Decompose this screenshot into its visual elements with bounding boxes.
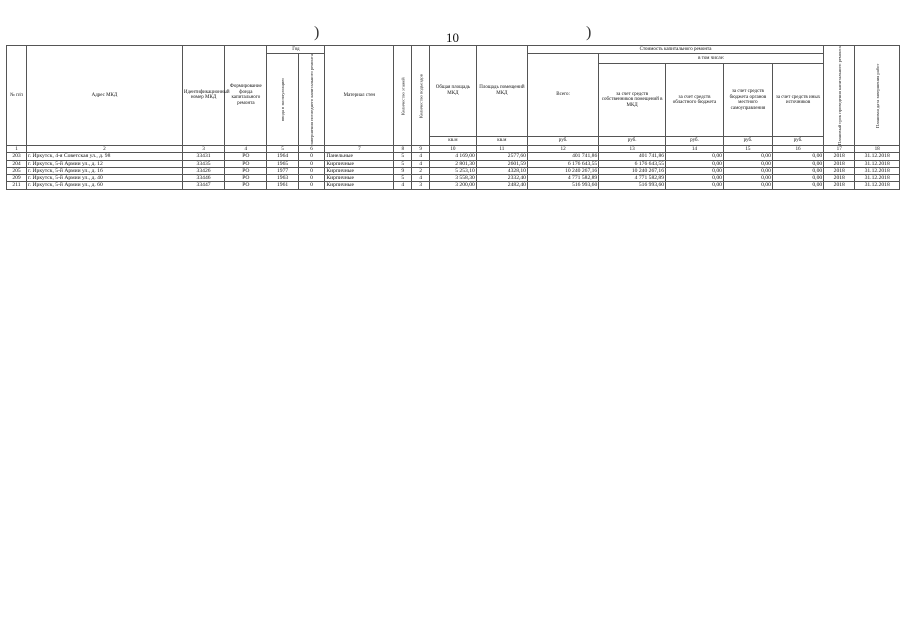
table-row xyxy=(7,182,900,189)
table-cell: 1963 xyxy=(267,175,298,182)
table-cell: 3 558,30 xyxy=(430,175,477,182)
table-cell: 0,00 xyxy=(666,160,724,167)
table-cell: 0,00 xyxy=(772,175,823,182)
table-row xyxy=(7,160,900,167)
table-cell: 0,00 xyxy=(772,160,823,167)
column-number: 13 xyxy=(599,145,666,152)
header-year-last: завершения последнего капитального ремонта xyxy=(298,54,325,146)
table-cell: 0,00 xyxy=(723,175,772,182)
column-number: 3 xyxy=(182,145,224,152)
table-cell: 0 xyxy=(298,167,325,174)
table-cell: 31.12.2018 xyxy=(855,175,900,182)
table-cell: 3 200,00 xyxy=(430,182,477,189)
table-cell: 33446 xyxy=(182,175,224,182)
table-cell: 1964 xyxy=(267,153,298,160)
left-bracket: ) xyxy=(314,24,320,41)
column-number-row xyxy=(7,145,900,152)
table-cell: 0 xyxy=(298,175,325,182)
table-cell: 6 176 643,55 xyxy=(599,160,666,167)
table-cell: 5 xyxy=(394,153,412,160)
table-cell: 0 xyxy=(298,182,325,189)
table-cell: 0 xyxy=(298,160,325,167)
table-cell: 2 xyxy=(412,167,430,174)
table-cell: 5 xyxy=(394,160,412,167)
table-cell: 4 169,00 xyxy=(430,153,477,160)
table-cell: г. Иркутск, 5-й Армии ул., д. 40 xyxy=(27,175,183,182)
table-cell: 4 771 582,89 xyxy=(599,175,666,182)
table-cell: 0,00 xyxy=(772,167,823,174)
table-cell: 209 xyxy=(7,175,27,182)
table-cell: 2482,40 xyxy=(476,182,527,189)
table-cell: 1965 xyxy=(267,160,298,167)
column-number: 2 xyxy=(27,145,183,152)
table-row xyxy=(7,153,900,160)
header-regional: за счет средств областного бюджета xyxy=(666,64,724,137)
table-cell: Кирпичные xyxy=(325,182,394,189)
table-cell: 9 xyxy=(394,167,412,174)
table-cell: г. Иркутск, 4-я Советская ул., д. 98 xyxy=(27,153,183,160)
table-cell: 2018 xyxy=(824,160,855,167)
table-cell: РО xyxy=(225,153,267,160)
table-cell: Кирпичные xyxy=(325,175,394,182)
table-cell: 2601,59 xyxy=(476,160,527,167)
header-owners: за счет средств собственников помещений в МКД xyxy=(599,64,666,137)
table-cell: 0,00 xyxy=(772,182,823,189)
table-cell: РО xyxy=(225,167,267,174)
table-cell: 33431 xyxy=(182,153,224,160)
table-cell: РО xyxy=(225,160,267,167)
header-address: Адрес МКД xyxy=(27,46,183,146)
table-cell: 0,00 xyxy=(666,167,724,174)
column-number: 15 xyxy=(723,145,772,152)
header-cost-group: Стоимость капитального ремонта xyxy=(527,46,823,54)
table-cell: 203 xyxy=(7,153,27,160)
column-number: 11 xyxy=(476,145,527,152)
header-incl: в том числе: xyxy=(599,54,824,64)
table-cell: 4328,10 xyxy=(476,167,527,174)
header-local: за счет средств бюджета органов местного самоуправления xyxy=(723,64,772,137)
unit-total: руб. xyxy=(527,137,598,146)
table-cell: 4 xyxy=(394,182,412,189)
table-cell: 0,00 xyxy=(666,182,724,189)
table-cell: 33447 xyxy=(182,182,224,189)
unit-local: руб. xyxy=(723,137,772,146)
header-ident: Идентификационный номер МКД xyxy=(182,46,224,146)
column-number: 7 xyxy=(325,145,394,152)
table-cell: 205 xyxy=(7,167,27,174)
header-total-area: Общая площадь МКД xyxy=(430,46,477,137)
table-cell: Панельные xyxy=(325,153,394,160)
table-cell: 31.12.2018 xyxy=(855,160,900,167)
table-cell: 211 xyxy=(7,182,27,189)
table-cell: РО xyxy=(225,175,267,182)
table-cell: 33435 xyxy=(182,160,224,167)
table-cell: РО xyxy=(225,182,267,189)
header-num: № п/п xyxy=(7,46,27,146)
table-body xyxy=(7,145,900,189)
table-cell: 2577,60 xyxy=(476,153,527,160)
table-cell: 5 xyxy=(394,175,412,182)
table-cell: г. Иркутск, 5-й Армии ул., д. 12 xyxy=(27,160,183,167)
table-cell: 1961 xyxy=(267,182,298,189)
table-cell: 0,00 xyxy=(723,167,772,174)
column-number: 4 xyxy=(225,145,267,152)
right-bracket: ) xyxy=(586,24,592,41)
table-cell: 2018 xyxy=(824,175,855,182)
table-cell: 401 741,86 xyxy=(527,153,598,160)
table-cell: 2018 xyxy=(824,153,855,160)
unit-premises-area: кв.м xyxy=(476,137,527,146)
table-cell: 2332,40 xyxy=(476,175,527,182)
table-cell: 31.12.2018 xyxy=(855,167,900,174)
page-number: 10 xyxy=(446,30,459,45)
table-cell: г. Иркутск, 5-й Армии ул., д. 60 xyxy=(27,182,183,189)
table-cell: 2 801,30 xyxy=(430,160,477,167)
table-row xyxy=(7,167,900,174)
header-fund: Формирование фонда капитального ремонта xyxy=(225,46,267,146)
table-cell: 2018 xyxy=(824,167,855,174)
header-total: Всего: xyxy=(527,54,598,137)
table-cell: 1977 xyxy=(267,167,298,174)
header-floors: Количество этажей xyxy=(394,46,412,146)
column-number: 1 xyxy=(7,145,27,152)
header-plan-start: Плановый срок проведения капитального ремонта xyxy=(824,46,855,146)
table-cell: 0,00 xyxy=(666,153,724,160)
unit-other: руб. xyxy=(772,137,823,146)
column-number: 14 xyxy=(666,145,724,152)
column-number: 9 xyxy=(412,145,430,152)
table-cell: г. Иркутск, 5-й Армии ул., д. 16 xyxy=(27,167,183,174)
table-cell: 4 xyxy=(412,153,430,160)
column-number: 12 xyxy=(527,145,598,152)
table-cell: 10 240 267,16 xyxy=(527,167,598,174)
table-cell: 4 xyxy=(412,160,430,167)
table-cell: 5 253,10 xyxy=(430,167,477,174)
column-number: 10 xyxy=(430,145,477,152)
unit-owners: руб. xyxy=(599,137,666,146)
table-cell: 4 xyxy=(412,175,430,182)
table-cell: 0,00 xyxy=(723,153,772,160)
header-plan-end: Плановая дата завершения работ xyxy=(855,46,900,146)
table-cell: 2018 xyxy=(824,182,855,189)
column-number: 16 xyxy=(772,145,823,152)
capital-repair-table xyxy=(6,45,900,190)
table-cell: 0,00 xyxy=(723,182,772,189)
header-year-group: Год xyxy=(267,46,325,54)
column-number: 18 xyxy=(855,145,900,152)
table-cell: Кирпичные xyxy=(325,167,394,174)
unit-regional: руб. xyxy=(666,137,724,146)
table-cell: 6 176 643,55 xyxy=(527,160,598,167)
table-cell: 401 741,86 xyxy=(599,153,666,160)
header-entrances: Количество подъездов xyxy=(412,46,430,146)
table-row xyxy=(7,175,900,182)
table-cell: 0,00 xyxy=(666,175,724,182)
header-other: за счет средств иных источников xyxy=(772,64,823,137)
column-number: 6 xyxy=(298,145,325,152)
column-number: 8 xyxy=(394,145,412,152)
header-year-built: ввода в эксплуатацию xyxy=(267,54,298,146)
table-cell: 31.12.2018 xyxy=(855,153,900,160)
table-cell: 10 240 267,16 xyxy=(599,167,666,174)
column-number: 5 xyxy=(267,145,298,152)
table-cell: 516 993,60 xyxy=(527,182,598,189)
unit-total-area: кв.м xyxy=(430,137,477,146)
table-cell: 516 993,60 xyxy=(599,182,666,189)
column-number: 17 xyxy=(824,145,855,152)
table-cell: 3 xyxy=(412,182,430,189)
table-cell: 33426 xyxy=(182,167,224,174)
table-cell: 0,00 xyxy=(772,153,823,160)
table-cell: 0 xyxy=(298,153,325,160)
table-cell: 31.12.2018 xyxy=(855,182,900,189)
table-cell: 0,00 xyxy=(723,160,772,167)
header-premises-area: Площадь помещений МКД xyxy=(476,46,527,137)
table-cell: 4 771 582,89 xyxy=(527,175,598,182)
header-material: Материал стен xyxy=(325,46,394,146)
table-cell: Кирпичные xyxy=(325,160,394,167)
table-cell: 204 xyxy=(7,160,27,167)
